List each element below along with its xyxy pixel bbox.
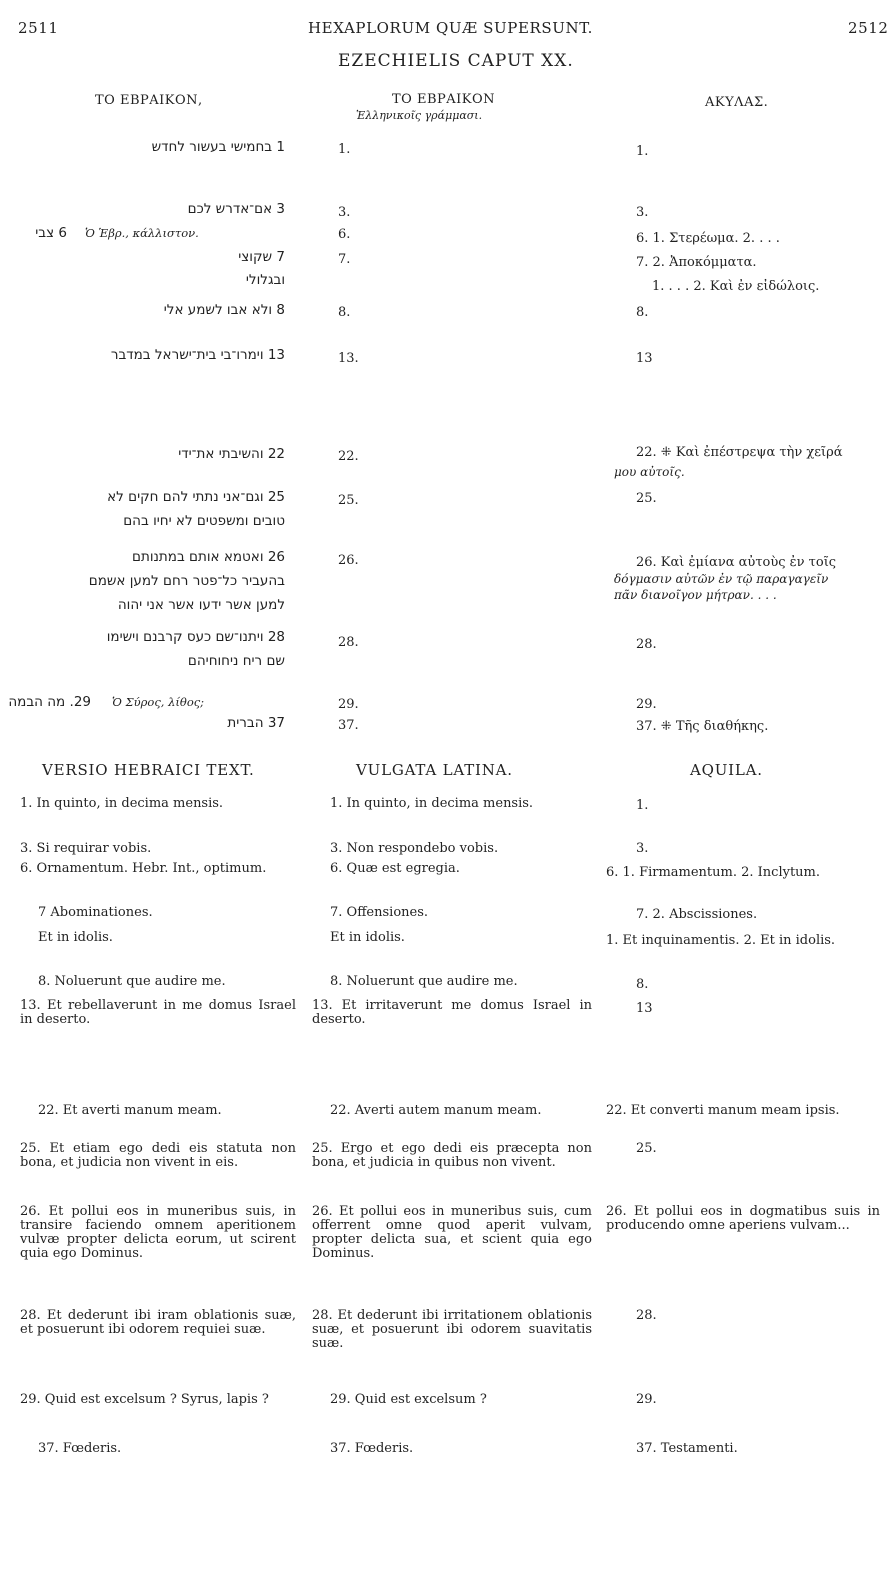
hebrew-line: 29. מה הבמה	[8, 694, 91, 710]
hebrew-line: 28 ויתנו־שם כעס קרבנם וישימו	[106, 629, 285, 645]
aquila-latin-text: 37. Testamenti.	[636, 1441, 738, 1456]
column-header-transliteration: ΤΟ ΕΒΡΑΙΚΟΝ	[392, 92, 496, 107]
hebrew-line: 1 בחמישי בעשור לחדש	[151, 139, 285, 155]
aquila-latin-text: 8.	[636, 977, 649, 992]
column-subheader-transliteration: Ἑλληνικοῖς γράμμασι.	[356, 109, 483, 122]
versio-text: 26. Et pollui eos in muneribus suis, in transire faciendo omnem aperitionem vulvæ propter delicta eorum, ut scirent quia ego Dominus.	[20, 1204, 296, 1262]
aquila-line: 26. Καὶ ἐμίανα αὐτοὺς ἐν τοῖς	[636, 555, 837, 570]
vulgata-text: 29. Quid est excelsum ?	[330, 1392, 487, 1407]
versio-text: 3. Si requirar vobis.	[20, 841, 152, 856]
versio-text: 28. Et dederunt ibi iram oblationis suæ, et posuerunt ibi odorem requiei suæ.	[20, 1308, 296, 1338]
hebrew-line: 25 וגם־אני נתתי להם חקים לא	[107, 489, 285, 505]
aquila-line: 1.	[636, 144, 649, 159]
column-header-aquila-latin: AQUILA.	[690, 761, 763, 779]
aquila-line: μου αὐτοῖς.	[614, 465, 685, 479]
hebrew-line: 37 הברית	[227, 715, 285, 731]
versio-text: 29. Quid est excelsum ? Syrus, lapis ?	[20, 1392, 269, 1407]
versio-text: 22. Et averti manum meam.	[38, 1103, 222, 1118]
vulgata-text: 25. Ergo et ego dedi eis præcepta non bona, et judicia in quibus non vivent.	[312, 1141, 592, 1171]
aquila-line: δόγμασιν αὐτῶν ἐν τῷ παραγαγεῖν	[614, 572, 829, 586]
versio-text: 1. In quinto, in decima mensis.	[20, 796, 224, 811]
hebrew-line: ובגלולי	[245, 272, 285, 288]
vulgata-text: 22. Averti autem manum meam.	[330, 1103, 542, 1118]
hebrew-line: 13 וימרו־בי בית־ישראל במדבר	[110, 347, 285, 363]
column-header-hebrew: ΤΟ ΕΒΡΑΙΚΟΝ,	[95, 93, 203, 108]
hebrew-line: 3 אם־אדרש לכם	[187, 201, 285, 217]
aquila-line: πᾶν διανοῖγον μήτραν. . . .	[614, 588, 777, 602]
aquila-line: 13	[636, 351, 653, 366]
aquila-line: 22. ⁜ Καὶ ἐπέστρεψα τὴν χεῖρά	[636, 445, 843, 460]
hebrew-line: בהעביר כל־פטר רחם למען אשמם	[88, 573, 285, 589]
aquila-latin-text: 29.	[636, 1392, 657, 1407]
greek-note: Ὁ Ἑβρ., κάλλιστον.	[85, 226, 199, 240]
transliteration-line: 3.	[338, 205, 351, 220]
aquila-latin-text: 26. Et pollui eos in dogmatibus suis in producendo omne aperiens vulvam...	[606, 1204, 880, 1234]
hebrew-line: 8 ולא אבו לשמע אלי	[163, 302, 285, 318]
vulgata-text: 26. Et pollui eos in muneribus suis, cum offerrent omne quod aperit vulvam, propter delicta sua, et scient quia ego Dominus.	[312, 1204, 592, 1262]
aquila-latin-text: 13	[636, 1001, 653, 1016]
aquila-line: 37. ⁜ Τῆς διαθήκης.	[636, 719, 769, 734]
aquila-line: 29.	[636, 697, 657, 712]
aquila-latin-text: 25.	[636, 1141, 657, 1156]
versio-text: 25. Et etiam ego dedi eis statuta non bona, et judicia non vivent in eis.	[20, 1141, 296, 1171]
transliteration-line: 26.	[338, 553, 359, 568]
vulgata-text: Et in idolis.	[330, 930, 405, 945]
hebrew-line: 22 והשיבתי את־ידי	[178, 446, 285, 462]
hebrew-line: טובים ומשפטים לא יחיו בהם	[123, 513, 285, 529]
vulgata-text: 37. Fœderis.	[330, 1441, 414, 1456]
vulgata-text: 6. Quæ est egregia.	[330, 861, 460, 876]
versio-text: Et in idolis.	[38, 930, 113, 945]
chapter-title: EZECHIELIS CAPUT XX.	[338, 51, 574, 71]
aquila-line: 3.	[636, 205, 649, 220]
versio-text: 13. Et rebellaverunt in me domus Israel in deserto.	[20, 998, 296, 1028]
aquila-line: 6. 1. Στερέωμα. 2. . . .	[636, 231, 780, 246]
aquila-line: 8.	[636, 305, 649, 320]
column-header-versio: VERSIO HEBRAICI TEXT.	[42, 761, 255, 779]
aquila-latin-text: 3.	[636, 841, 649, 856]
aquila-line: 25.	[636, 491, 657, 506]
aquila-latin-text: 7. 2. Abscissiones.	[636, 907, 758, 922]
transliteration-line: 29.	[338, 697, 359, 712]
versio-text: 8. Noluerunt que audire me.	[38, 974, 226, 989]
aquila-line: 7. 2. Ἀποκόμματα.	[636, 255, 757, 270]
vulgata-text: 13. Et irritaverunt me domus Israel in deserto.	[312, 998, 592, 1028]
hebrew-line: שם ריח ניחוחיהם	[187, 653, 285, 669]
vulgata-text: 8. Noluerunt que audire me.	[330, 974, 518, 989]
transliteration-line: 1.	[338, 142, 351, 157]
page-number-right: 2512	[848, 19, 889, 37]
aquila-latin-text: 1. Et inquinamentis. 2. Et in idolis.	[606, 933, 836, 948]
versio-text: 7 Abominationes.	[38, 905, 153, 920]
aquila-line: 1. . . . 2. Καὶ ἐν εἰδώλοις.	[652, 279, 820, 294]
running-title: HEXAPLORUM QUÆ SUPERSUNT.	[308, 19, 594, 37]
versio-text: 37. Fœderis.	[38, 1441, 122, 1456]
hebrew-line: 7 שקוצי	[238, 249, 285, 265]
column-header-aquila: ΑΚΥΛΑΣ.	[705, 95, 769, 110]
column-header-vulgata: VULGATA LATINA.	[356, 761, 513, 779]
aquila-latin-text: 28.	[636, 1308, 657, 1323]
aquila-latin-text: 6. 1. Firmamentum. 2. Inclytum.	[606, 865, 821, 880]
hebrew-line: 26 ואטמא אותם במתנותם	[131, 549, 285, 565]
transliteration-line: 25.	[338, 493, 359, 508]
vulgata-text: 3. Non respondebo vobis.	[330, 841, 499, 856]
vulgata-text: 28. Et dederunt ibi irritationem oblationis suæ, et posuerunt ibi odorem suavitatis suæ.	[312, 1308, 592, 1352]
transliteration-line: 6.	[338, 227, 351, 242]
page-number-left: 2511	[18, 19, 59, 37]
transliteration-line: 22.	[338, 449, 359, 464]
versio-text: 6. Ornamentum. Hebr. Int., optimum.	[20, 861, 267, 876]
aquila-latin-text: 22. Et converti manum meam ipsis.	[606, 1103, 840, 1118]
aquila-latin-text: 1.	[636, 798, 649, 813]
transliteration-line: 8.	[338, 305, 351, 320]
transliteration-line: 28.	[338, 635, 359, 650]
vulgata-text: 7. Offensiones.	[330, 905, 429, 920]
transliteration-line: 37.	[338, 718, 359, 733]
transliteration-line: 7.	[338, 252, 351, 267]
greek-note: Ὁ Σύρος, λίθος;	[112, 695, 205, 709]
aquila-line: 28.	[636, 637, 657, 652]
transliteration-line: 13.	[338, 351, 359, 366]
vulgata-text: 1. In quinto, in decima mensis.	[330, 796, 534, 811]
hebrew-line: למען אשר ידעו אשר אני יהוה	[117, 597, 285, 613]
hebrew-line: 6 צבי	[35, 225, 67, 241]
